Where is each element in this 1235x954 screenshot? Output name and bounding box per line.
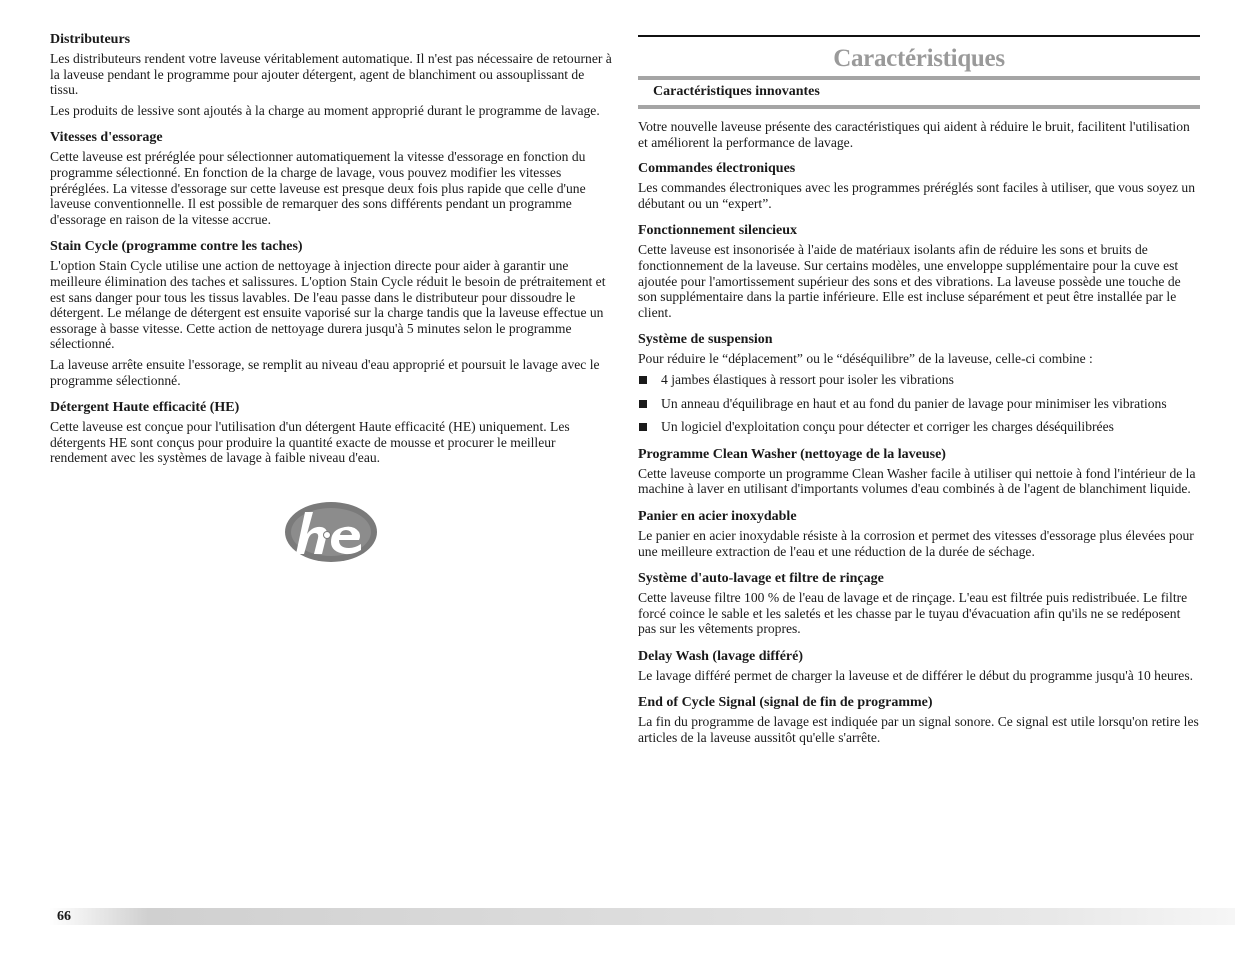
list-item bbox=[638, 419, 1200, 435]
section-paragraph: Cette laveuse est insonorisée à l'aide de matériaux isolants afin de réduire les sons et bruits de fonctionnement de la laveuse. Sur certains modèles, une enveloppe supplémentaire pour la cuve est ajoutée pour l'amortissement supérieur des sons et des vibrations. La laveuse possède une touche de son supplémentaire dans la partie inférieure. Elle est incluse séparément et peut être installée par le client. bbox=[638, 242, 1181, 320]
section-vitesses-essorage bbox=[50, 129, 612, 227]
section-paragraph: Cette laveuse est préréglée pour sélectionner automatiquement la vitesse d'essorage en fonction du programme sélectionné. En fonction de la charge de lavage, vous pouvez modifier les vitesses préréglées. La vitesse d'essorage sur cette laveuse est presque deux fois plus rapide que celle d'une laveuse conventionnelle. Il est possible de remarquer des sons différents pendant un programme d'essorage en raison de la vitesse accrue. bbox=[50, 149, 586, 227]
list-item-text: Un anneau d'équilibrage en haut et au fond du panier de lavage pour minimiser les vibrations bbox=[661, 395, 1167, 411]
section-stain-cycle bbox=[50, 238, 612, 388]
page-title: Caractéristiques bbox=[833, 45, 1005, 72]
bullet-square-icon bbox=[639, 376, 647, 384]
section-paragraph: Les distributeurs rendent votre laveuse véritablement automatique. Il n'est pas nécessaire de retourner à la laveuse pendant le programme pour ajouter détergent, agent de blanchiment ou assouplissant de tissu. bbox=[50, 51, 612, 98]
section-heading: Delay Wash (lavage différé) bbox=[638, 648, 803, 664]
list-item bbox=[638, 396, 1200, 412]
section-clean-washer bbox=[638, 446, 1200, 497]
title-rule bbox=[638, 35, 1200, 37]
subtitle-bar: Caractéristiques innovantes bbox=[638, 76, 1200, 109]
section-paragraph: Les produits de lessive sont ajoutés à la charge au moment approprié durant le programme de lavage. bbox=[50, 102, 600, 118]
list-item bbox=[638, 372, 1200, 388]
section-paragraph: La laveuse arrête ensuite l'essorage, se remplit au niveau d'eau approprié et poursuit le lavage avec le programme sélectionné. bbox=[50, 356, 600, 388]
section-paragraph: Cette laveuse filtre 100 % de l'eau de lavage et de rinçage. L'eau est filtrée puis redistribuée. Le filtre forcé coince le sable et les saletés et les chasse par le tuyau d'évacuation afin qu'ils ne se redéposent pas sur les vêtements propres. bbox=[638, 590, 1188, 637]
list-item-text: Un logiciel d'exploitation conçu pour détecter et corriger les charges déséquilibrées bbox=[661, 419, 1114, 435]
section-paragraph: L'option Stain Cycle utilise une action de nettoyage à injection directe pour aider à garantir une meilleure élimination des taches et salissures. L'option Stain Cycle réduit le besoin de prétraitement et est sans danger pour tous les tissus lavables. De l'eau passe dans le distributeur pour dissoudre le détergent. Le mélange de détergent est ensuite vaporisé sur la charge tandis que la laveuse effectue un essorage à basse vitesse. Cette action de nettoyage durera jusqu'à 5 minutes selon le programme sélectionné. bbox=[50, 258, 606, 352]
section-end-of-cycle bbox=[638, 694, 1200, 745]
section-heading: Programme Clean Washer (nettoyage de la laveuse) bbox=[638, 446, 946, 462]
section-systeme-suspension bbox=[638, 331, 1200, 434]
section-paragraph: Le panier en acier inoxydable résiste à la corrosion et permet des vitesses d'essorage plus élevées pour une meilleure extraction de l'eau et une réduction de la durée de séchage. bbox=[638, 527, 1194, 559]
section-fonctionnement-silencieux bbox=[638, 222, 1200, 320]
section-paragraph: Pour réduire le “déplacement” ou le “déséquilibre” de la laveuse, celle-ci combine : bbox=[638, 351, 1093, 367]
section-paragraph: Cette laveuse est conçue pour l'utilisation d'un détergent Haute efficacité (HE) uniquement. Les détergents HE sont conçus pour produire la quantité exacte de mousse et procurer le meilleur rendement avec les systèmes de lavage à faible niveau d'eau. bbox=[50, 419, 570, 466]
page-number: 66 bbox=[57, 909, 71, 924]
section-commandes-electroniques bbox=[638, 160, 1200, 211]
list-item-text: 4 jambes élastiques à ressort pour isoler les vibrations bbox=[661, 371, 954, 387]
section-detergent-he bbox=[50, 399, 612, 466]
section-paragraph: Les commandes électroniques avec les programmes préréglés sont faciles à utiliser, que vous soyez un débutant ou un “expert”. bbox=[638, 180, 1195, 211]
section-heading: End of Cycle Signal (signal de fin de programme) bbox=[638, 695, 933, 711]
bullet-square-icon bbox=[639, 400, 647, 408]
section-panier-inox bbox=[638, 508, 1200, 559]
bullet-list bbox=[638, 372, 1200, 435]
section-heading: Détergent Haute efficacité (HE) bbox=[50, 400, 240, 416]
bullet-square-icon bbox=[639, 423, 647, 431]
section-heading: Commandes électroniques bbox=[638, 161, 796, 177]
section-heading: Distributeurs bbox=[50, 32, 131, 47]
he-logo-icon bbox=[283, 498, 383, 566]
section-heading: Fonctionnement silencieux bbox=[638, 223, 798, 239]
left-column bbox=[50, 31, 612, 477]
section-paragraph: La fin du programme de lavage est indiquée par un signal sonore. Ce signal est utile lorsqu'on retire les articles de la laveuse aussitôt qu'elle s'arrête. bbox=[638, 714, 1199, 746]
section-heading: Stain Cycle (programme contre les taches) bbox=[50, 239, 303, 255]
section-delay-wash bbox=[638, 648, 1200, 684]
intro-paragraph: Votre nouvelle laveuse présente des caractéristiques qui aident à réduire le bruit, facilitent l'utilisation et améliorent la performance de lavage. bbox=[638, 119, 1190, 150]
section-heading: Panier en acier inoxydable bbox=[638, 508, 797, 524]
footer-bar bbox=[0, 908, 1235, 925]
right-column bbox=[638, 0, 1200, 757]
section-distributeurs bbox=[50, 31, 612, 118]
section-auto-lavage-filtre bbox=[638, 570, 1200, 637]
section-heading: Système de suspension bbox=[638, 332, 773, 348]
section-paragraph: Cette laveuse comporte un programme Clean Washer facile à utiliser qui nettoie à fond l'intérieur de la machine à laver en utilisant d'importants volumes d'eau combinés à de l'agent de blanchiment liquide. bbox=[638, 465, 1196, 497]
section-heading: Vitesses d'essorage bbox=[50, 130, 163, 146]
section-heading: Système d'auto-lavage et filtre de rinçage bbox=[638, 571, 884, 587]
section-paragraph: Le lavage différé permet de charger la laveuse et de différer le début du programme jusqu'à 10 heures. bbox=[638, 667, 1194, 683]
